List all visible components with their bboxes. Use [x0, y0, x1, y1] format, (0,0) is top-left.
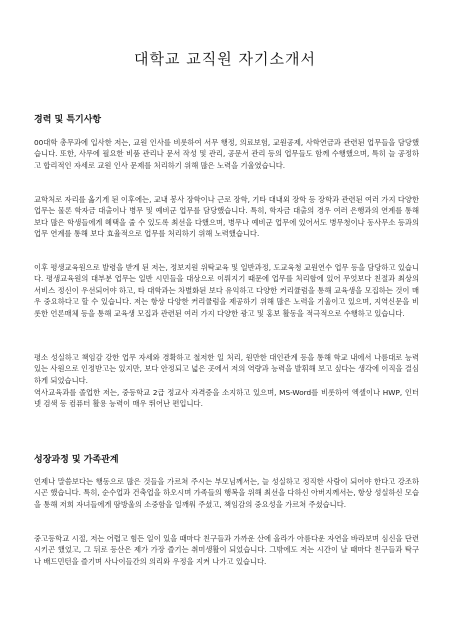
career-paragraph-5: 역사교육과를 졸업한 저는, 중등학교 2급 정교사 자격증을 소지하고 있으며, MS-Word를 비롯하여 엑셀이나 HWP, 인터넷 검색 등 컴퓨터 활용 능력이 매우 뛰어난 편입니다. — [34, 388, 419, 409]
section-heading-career: 경력 및 특기사항 — [34, 115, 102, 125]
growth-paragraph-1: 언제나 말씀보다는 행동으로 많은 것들을 가르쳐 주시는 부모님께서는, 늘 성실하고 정직한 사람이 되어야 한다고 강조하시곤 했습니다. 특히, 순수업과 건축업을 하오시며 가족들의 행복을 위해 최선을 다하신 아버지께서는, 항상 성실하신 모습을 통해 저희 자녀들에게 땀방울의 소중함을 일깨워 주셨고, 책임감의 중요성을 가르쳐 주셨습니다. — [34, 477, 419, 509]
growth-paragraph-2: 중고등학교 시절, 저는 어렵고 힘든 일이 있을 때마다 친구들과 가까운 산에 올라가 아름다운 자연을 바라보며 심신을 단련시키곤 했었고, 그 뒤로 등산은 제가 가장 즐기는 취미생활이 되었습니다. 그밖에도 저는 시간이 날 때마다 친구들과 탁구나 배드민턴을 즐기며 사나이들간의 의리와 우정을 지켜 나가고 있습니다. — [34, 534, 419, 566]
document-title: 대학교 교직원 자기소개서 — [134, 50, 316, 68]
career-paragraph-4: 평소 성실하고 책임감 강한 업무 자세와 경확하고 철저한 일 처리, 원만한 대인관계 등을 통해 학교 내에서 나름대로 능력 있는 사원으로 인정받고는 있지만, 보다 안정되고 넓은 곳에서 저의 역량과 능력을 발휘해 보고 싶다는 생각에 이직을 결심하게 되었습니다. — [34, 353, 419, 385]
section-heading-growth: 성장과정 및 가족관계 — [34, 455, 119, 465]
career-paragraph-1: 00대학 총무과에 입사한 저는, 교원 인사를 비롯하여 서무 행정, 의료보험, 교원공제, 사학연금과 관련된 업무들을 담당했습니다. 또한, 사무에 필요한 비품 관리나 문서 작성 및 관리, 공문서 관리 등의 업무들도 함께 수행했으며, 특히 늘 공정하고 합리적인 자세로 교원 인사 문제를 처리하기 위해 많은 노력을 기울였습니다. — [34, 138, 419, 170]
career-paragraph-2: 교학처로 자리를 옮기게 된 이후에는, 교내 봉사 장학이나 근로 장학, 기타 대내외 장학 등 장학과 관련된 여러 가지 다양한 업무는 물론 학자금 대출이나 병무 및 예비군 업무를 담당했습니다. 특히, 학자금 대출의 경우 여러 은행과의 연계를 통해 보다 많은 학생들에게 혜택을 줄 수 있도록 최선을 다했으며, 병무나 예비군 업무에 있어서도 병무청이나 동사무소 등과의 업무 연계를 통해 보다 효율적으로 업무를 처리하기 위해 노력했습니다. — [34, 195, 419, 239]
career-paragraph-3: 이후 평생교육원으로 발령을 받게 된 저는, 정보지원 위탁교육 및 일반과정, 도교육청 교원연수 업무 등을 담당하고 있습니다. 평생교육원의 대부분 업무는 일반 시민들을 대상으로 이뤄지기 때문에 업무를 처리함에 있어 무엇보다 친절과 최상의 서비스 정신이 우선되어야 하고, 타 대학과는 차별화된 보다 유익하고 다양한 커리큘럼을 통해 교육생을 모집하는 것이 매우 중요하다고 할 수 있습니다. 저는 항상 다양한 커리큘럼을 제공하기 위해 많은 노력을 기울이고 있으며, 지역신문을 비롯한 언론매체 등을 통해 교육생 모집과 관련된 여러 가지 다양한 광고 및 홍보 활동을 적극적으로 수행하고 있습니다. — [34, 263, 419, 318]
